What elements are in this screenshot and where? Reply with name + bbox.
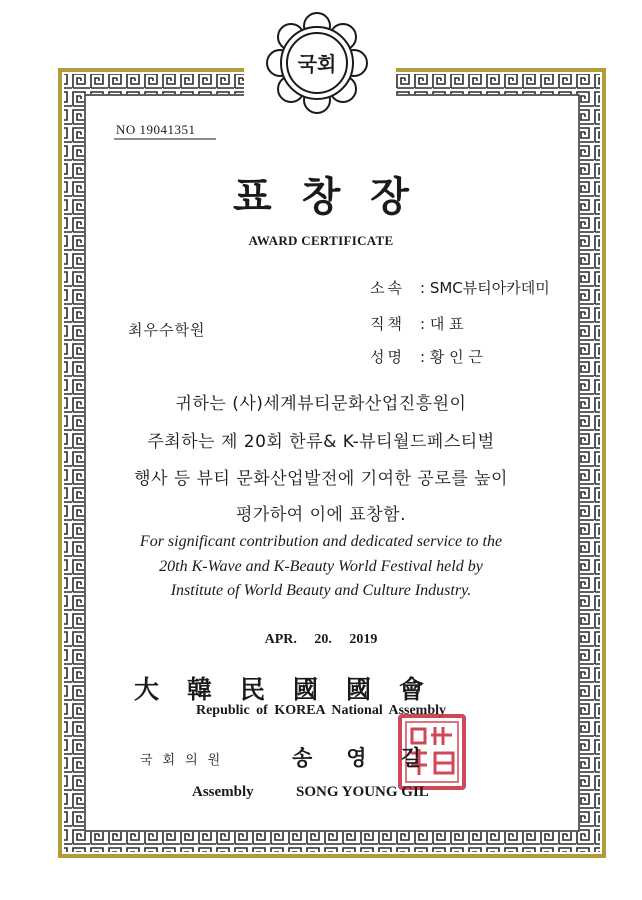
info-value: SMC뷰티아카데미 (429, 279, 550, 297)
body-korean-line: 행사 등 뷰티 문화산업발전에 기여한 공로를 높이 (134, 469, 508, 489)
number-underline (114, 138, 216, 140)
info-label: 소속 (370, 279, 405, 297)
info-name: 성명 : 황 인 근 (370, 348, 483, 366)
info-affiliation: 소속 : SMC뷰티아카데미 (370, 279, 550, 297)
recipient-title: 최우수학원 (128, 321, 206, 339)
member-title-english: Assembly (192, 784, 254, 800)
info-value: 대 표 (429, 315, 464, 333)
issuer-english: Republic of KOREA National Assembly (195, 703, 447, 718)
info-position: 직책 : 대 표 (370, 315, 464, 333)
member-title-korean: 국회의원 (140, 753, 231, 768)
issue-date: APR. 20. 2019 (264, 632, 378, 647)
body-english-line: 20th K-Wave and K-Beauty World Festival held by (159, 558, 483, 575)
info-label: 직책 (370, 315, 405, 333)
member-name-english: SONG YOUNG GIL (296, 784, 429, 800)
emblem-text: 국회 (297, 52, 337, 76)
body-english-line: Institute of World Beauty and Culture Industry. (170, 582, 472, 599)
body-korean-line: 귀하는 (사)세계뷰티문화산업진흥원이 (175, 394, 467, 414)
body-korean-line: 평가하여 이에 표창함. (235, 505, 406, 525)
body-korean-line: 주최하는 제 20회 한류& K-뷰티월드페스티벌 (147, 432, 495, 452)
certificate-number: NO 19041351 (116, 122, 196, 137)
page-title: 표창장 (233, 174, 439, 220)
info-value: 황 인 근 (429, 348, 483, 366)
body-english-line: For significant contribution and dedicated service to the (139, 533, 503, 550)
member-name-korean: 송영길 (292, 745, 455, 770)
issuer-hanja: 大韓民國國會 (134, 675, 453, 704)
info-label: 성명 (370, 348, 405, 366)
national-assembly-emblem-icon (262, 8, 372, 118)
page-subtitle: AWARD CERTIFICATE (248, 233, 394, 248)
